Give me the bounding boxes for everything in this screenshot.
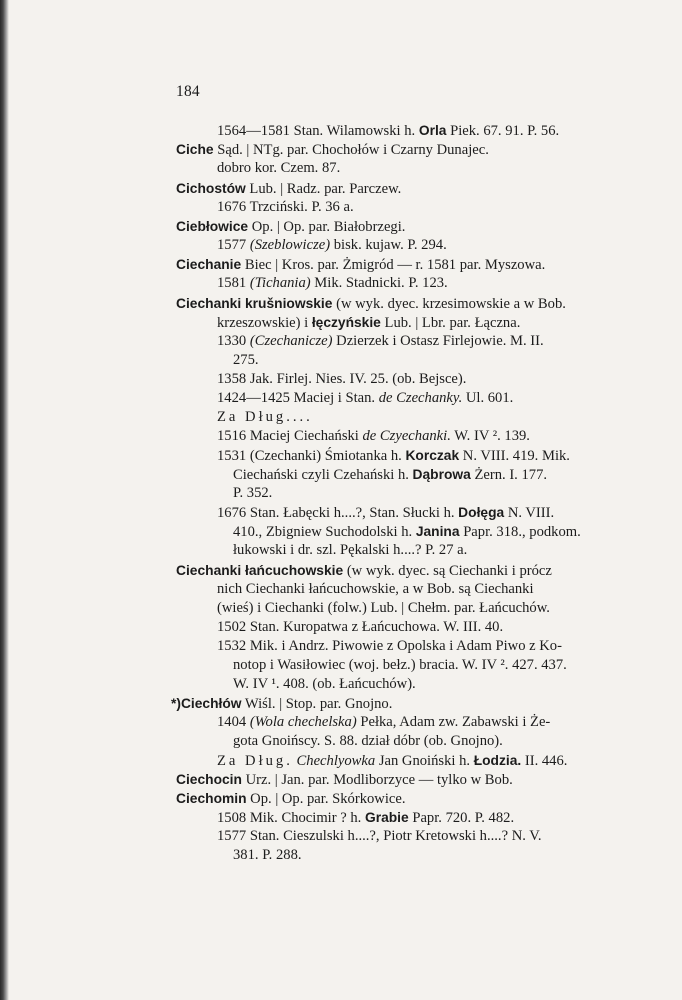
spaced-text: Za Dług. (217, 753, 293, 769)
text-span: 1404 (217, 714, 250, 730)
text-span: 1564—1581 Stan. Wilamowski h. (217, 123, 419, 139)
text-span: 1577 (217, 237, 250, 253)
text-span: 1508 Mik. Chocimir ? h. (217, 810, 365, 826)
text-span: 1581 (217, 275, 250, 291)
text-span: notop i Wasiłowiec (woj. bełz.) bracia. W. IV ². 427. 437. (233, 657, 567, 673)
entry-bold-text: Ciechanki krušniowskie (176, 296, 333, 311)
text-line (217, 580, 534, 599)
text-line (217, 808, 514, 828)
text-line (176, 217, 405, 237)
entry-bold-text: Dołęga (458, 505, 505, 520)
text-span: P. 352. (233, 485, 273, 501)
text-span: gota Gnoińscy. S. 88. dział dóbr (ob. Gnojno). (233, 733, 503, 749)
text-line (233, 484, 272, 503)
text-span: Lub. | Radz. par. Parczew. (245, 181, 402, 197)
text-span: W. IV ¹. 408. (ob. Łańcuchów). (233, 676, 416, 692)
text-span: nich Ciechanki łańcuchowskie, a w Bob. są Ciechanki (217, 581, 534, 597)
text-span: (w wyk. dyec. krzesimowskie a w Bob. (332, 296, 566, 312)
text-line (217, 446, 570, 466)
text-span: Ul. 601. (462, 390, 514, 406)
text-line (217, 427, 530, 446)
text-span: Sąd. | NTg. par. Chochołów i Czarny Dunajec. (213, 142, 489, 158)
italic-text: (Tichania) (249, 275, 311, 291)
italic-text: (Szeblowicze) (249, 237, 331, 253)
text-span: Op. | Op. par. Skórkowice. (246, 791, 406, 807)
text-line (171, 694, 392, 714)
text-span: 1676 Trzciński. P. 36 a. (217, 199, 354, 215)
text-line (217, 389, 513, 408)
text-span: łukowski i dr. szl. Pękalski h....? P. 27 a. (233, 542, 468, 558)
entry-bold-text: Cichostów (176, 181, 246, 196)
text-span: 1424—1425 Maciej i Stan. (217, 390, 379, 406)
text-line (176, 770, 513, 790)
text-line (217, 370, 466, 389)
entry-bold-text: *)Ciechłów (171, 696, 242, 711)
text-span: 381. P. 288. (233, 847, 302, 863)
text-line (176, 179, 401, 199)
text-span: Jan Gnoiński h. (375, 753, 474, 769)
italic-text: (Czechanicze) (249, 333, 333, 349)
entry-bold-text: Korczak (405, 448, 460, 463)
text-span: II. 446. (521, 753, 568, 769)
text-span: W. IV ². 139. (450, 428, 530, 444)
text-line (217, 637, 562, 656)
italic-text: de Czechanky. (378, 390, 463, 406)
text-line (233, 675, 416, 694)
text-line (176, 255, 545, 275)
entry-bold-text: Łodzia. (473, 753, 522, 768)
text-span: Żern. I. 177. (470, 467, 548, 483)
text-line (217, 713, 550, 732)
text-span: 275. (233, 352, 259, 368)
italic-text: Chechlyowka (296, 753, 376, 769)
text-span: Pełka, Adam zw. Zabawski i Że- (356, 714, 551, 730)
text-span: Wiśl. | Stop. par. Gnojno. (241, 696, 393, 712)
spaced-text: Za Dług.... (217, 409, 313, 425)
text-span: N. VIII. 419. Mik. (459, 448, 570, 464)
text-span: Papr. 318., podkom. (459, 524, 581, 540)
text-line (217, 313, 520, 333)
text-line (233, 522, 581, 542)
text-line (233, 732, 503, 751)
entry-bold-text: Ciechomin (176, 791, 247, 806)
page-number: 184 (176, 83, 200, 100)
text-span: Piek. 67. 91. P. 56. (446, 123, 560, 139)
text-line (233, 656, 567, 675)
text-line (176, 294, 566, 314)
entry-bold-text: Ciechanki łańcuchowskie (176, 563, 344, 578)
text-line (217, 827, 542, 846)
text-line (217, 751, 567, 771)
text-span: krzeszowskie) i (217, 315, 312, 331)
text-line (233, 465, 547, 485)
entry-bold-text: Orla (418, 123, 447, 138)
text-span: 1532 Mik. i Andrz. Piwowie z Opolska i Adam Piwo z Ko- (217, 638, 562, 654)
text-span: 1330 (217, 333, 250, 349)
text-span: Biec | Kros. par. Żmigród — r. 1581 par. Myszowa. (241, 257, 546, 273)
text-span: 1577 Stan. Cieszulski h....?, Piotr Kretowski h....? N. V. (217, 828, 542, 844)
text-line (217, 159, 340, 178)
text-span: bisk. kujaw. P. 294. (330, 237, 447, 253)
text-span: Dzierzek i Ostasz Firlejowie. M. II. (332, 333, 544, 349)
text-span: 1516 Maciej Ciechański (217, 428, 363, 444)
entry-bold-text: Ciebłowice (176, 219, 249, 234)
text-line (217, 332, 544, 351)
text-line (217, 503, 554, 523)
text-span: Ciechański czyli Czehański h. (233, 467, 413, 483)
text-span: dobro kor. Czem. 87. (217, 160, 341, 176)
text-line (176, 561, 552, 581)
entry-bold-text: Ciche (176, 142, 214, 157)
text-line (217, 198, 354, 217)
text-span: 1502 Stan. Kuropatwa z Łańcuchowa. W. III. 40. (217, 619, 504, 635)
text-line (217, 408, 313, 427)
text-line (233, 846, 302, 865)
text-line (217, 274, 448, 293)
text-span: 410., Zbigniew Suchodolski h. (233, 524, 416, 540)
text-line (217, 599, 550, 618)
text-span: (wieś) i Ciechanki (folw.) Lub. | Chełm. par. Łańcuchów. (217, 600, 550, 616)
text-line (233, 541, 467, 560)
entry-bold-text: Grabie (364, 810, 409, 825)
text-line (233, 351, 259, 370)
text-span: Mik. Stadnicki. P. 123. (310, 275, 448, 291)
text-span: (w wyk. dyec. są Ciechanki i prócz (343, 563, 552, 579)
entry-bold-text: Ciechocin (176, 772, 242, 787)
entry-bold-text: Ciechanie (176, 257, 242, 272)
text-line (176, 789, 406, 809)
text-span: Op. | Op. par. Białobrzegi. (248, 219, 406, 235)
text-span: N. VIII. (504, 505, 555, 521)
text-span: Urz. | Jan. par. Modliborzyce — tylko w Bob. (241, 772, 513, 788)
text-span: Lub. | Lbr. par. Łączna. (380, 315, 521, 331)
italic-text: de Czyechanki. (362, 428, 451, 444)
text-line (176, 140, 489, 160)
text-span: 1358 Jak. Firlej. Nies. IV. 25. (ob. Bejsce). (217, 371, 467, 387)
text-line (217, 618, 503, 637)
page-binding-edge (0, 0, 9, 1000)
italic-text: (Wola chechelska) (249, 714, 357, 730)
entry-bold-text: łęczyńskie (311, 315, 381, 330)
entry-bold-text: Dąbrowa (412, 467, 471, 482)
entry-bold-text: Janina (415, 524, 460, 539)
text-line (217, 236, 447, 255)
text-span: Papr. 720. P. 482. (408, 810, 515, 826)
text-line (217, 121, 559, 141)
text-span: 1531 (Czechanki) Śmiotanka h. (217, 448, 406, 464)
text-span: 1676 Stan. Łabęcki h....?, Stan. Słucki h. (217, 505, 459, 521)
